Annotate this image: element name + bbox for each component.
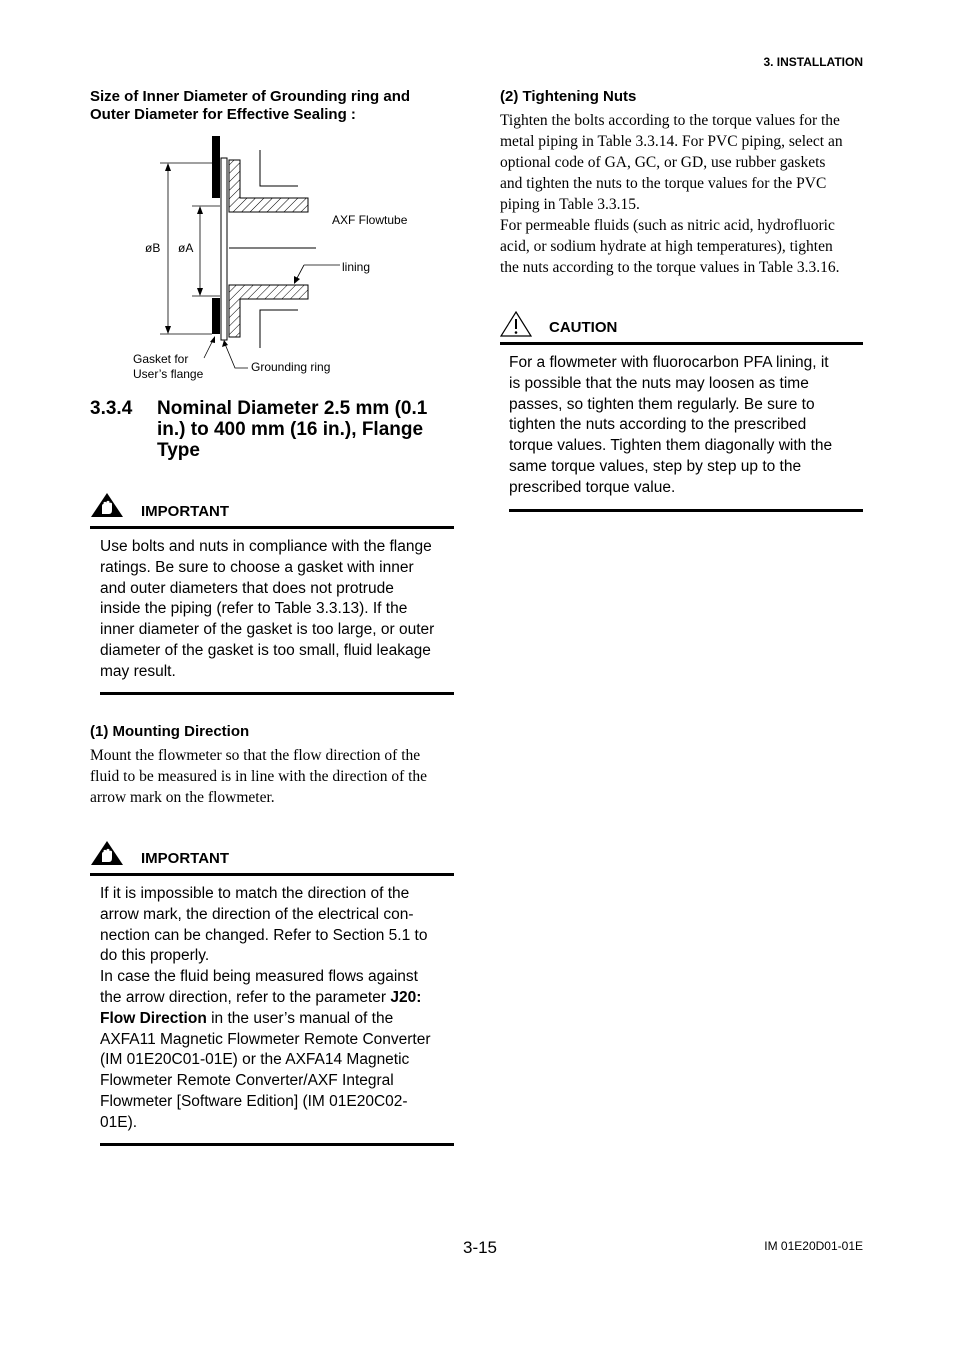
- dim-b-arrow-down: [165, 326, 171, 334]
- caution-top-rule: [500, 342, 863, 345]
- chapter-header: 3. INSTALLATION: [763, 55, 863, 69]
- important-bottom-rule: [100, 1143, 454, 1146]
- caution-line: same torque values, step by step up to the: [509, 457, 802, 475]
- important-line: diameter of the gasket is too small, fluid leakage: [100, 641, 431, 659]
- important-line: 01E).: [100, 1113, 138, 1131]
- parameter-name: J20:: [390, 988, 422, 1006]
- dim-b-arrow-up: [165, 163, 171, 171]
- section-title-line: in.) to 400 mm (16 in.), Flange: [157, 419, 424, 440]
- caution-bottom-rule: [509, 509, 863, 512]
- diagram-title: [90, 88, 470, 124]
- important-line: inner diameter of the gasket is too large, or outer: [100, 621, 435, 639]
- mounting-line: Mount the flowmeter so that the flow direction of the: [90, 747, 421, 764]
- caution-line: passes, so tighten them regularly. Be sure to: [509, 395, 815, 413]
- important-text: in the user’s manual of the: [206, 1009, 394, 1027]
- important-line: [100, 988, 460, 1009]
- important-line: (IM 01E20C01-01E) or the AXFA14 Magnetic: [100, 1051, 410, 1069]
- diagram-title-line: Size of Inner Diameter of Grounding ring and: [90, 88, 411, 105]
- lining-arrow: [294, 276, 300, 284]
- gasket-leader: [204, 340, 213, 358]
- important-bottom-rule: [100, 692, 454, 695]
- flowtube-label: AXF Flowtube: [332, 213, 408, 227]
- tightening-line: piping in Table 3.3.15.: [500, 196, 640, 213]
- mounting-paragraph: [90, 745, 460, 808]
- gasket-top: [212, 136, 220, 198]
- tightening-line: and tighten the nuts to the torque values for the PVC: [500, 175, 827, 192]
- diagram-title-line: Outer Diameter for Effective Sealing :: [90, 106, 356, 123]
- caution-line: torque values. Tighten them diagonally with the: [509, 437, 833, 455]
- section-title-line: Nominal Diameter 2.5 mm (0.1: [157, 398, 428, 419]
- gasket-label-line2: User’s flange: [133, 367, 204, 381]
- important-line: If it is impossible to match the direction of the: [100, 885, 410, 902]
- important-line: ratings. Be sure to choose a gasket with inner: [100, 558, 414, 576]
- important-line: Flowmeter Remote Converter/AXF Integral: [100, 1072, 394, 1090]
- important-body: [100, 884, 460, 1134]
- important-top-rule: [90, 526, 454, 529]
- section-number: 3.3.4: [90, 398, 133, 419]
- important-heading: IMPORTANT: [141, 850, 230, 867]
- important-line: arrow mark, the direction of the electrical con-: [100, 905, 414, 923]
- important-line: AXFA11 Magnetic Flowmeter Remote Converter: [100, 1030, 431, 1048]
- gasket-arrow: [210, 336, 215, 343]
- grounding-ring-diagram: [128, 130, 448, 385]
- caution-icon: [500, 311, 532, 342]
- grounding-leader: [225, 344, 248, 368]
- parameter-name: Flow Direction: [100, 1009, 207, 1027]
- mounting-heading: (1) Mounting Direction: [90, 723, 250, 740]
- important-line: Flowmeter [Software Edition] (IM 01E20C02-: [100, 1092, 408, 1110]
- dim-a-arrow-down: [197, 288, 203, 296]
- tightening-line: Tighten the bolts according to the torque values for the: [500, 112, 840, 129]
- caution-heading: CAUTION: [549, 319, 618, 336]
- flowtube-outline-bottom: [260, 310, 298, 348]
- gasket-bottom: [212, 298, 220, 334]
- important-line: do this properly.: [100, 947, 210, 965]
- caution-line: For a flowmeter with fluorocarbon PFA lining, it: [509, 354, 829, 371]
- grounding-ring: [221, 158, 227, 340]
- lining-label: lining: [342, 260, 371, 274]
- dim-a-arrow-up: [197, 206, 203, 214]
- caution-line: is possible that the nuts may loosen as time: [509, 374, 809, 392]
- flowtube-outline-top: [260, 150, 298, 186]
- grounding-label: Grounding ring: [251, 360, 331, 374]
- diameter-a-label: øA: [178, 241, 194, 255]
- flowtube-flange-bottom: [229, 285, 308, 337]
- important-line: and outer diameters that does not protrude: [100, 579, 394, 597]
- important-top-rule: [90, 873, 454, 876]
- important-icon: [90, 492, 124, 523]
- important-line: Use bolts and nuts in compliance with the flange: [100, 538, 432, 555]
- tightening-line: metal piping in Table 3.3.14. For PVC piping, select an: [500, 133, 843, 150]
- caution-line: tighten the nuts according to the prescribed: [509, 416, 807, 434]
- section-title-line: Type: [157, 440, 200, 461]
- important-icon: [90, 840, 124, 871]
- tightening-line: For permeable fluids (such as nitric acid, hydrofluoric: [500, 217, 835, 234]
- important-text: the arrow direction, refer to the parameter: [100, 988, 391, 1006]
- important-body: [100, 537, 460, 683]
- important-line: may result.: [100, 662, 176, 680]
- grounding-arrow: [222, 340, 228, 347]
- diameter-b-label: øB: [145, 241, 161, 255]
- important-line: nection can be changed. Refer to Section 5.1 to: [100, 926, 428, 944]
- tightening-paragraph: [500, 110, 870, 278]
- important-line: [100, 1009, 460, 1030]
- tightening-line: acid, or sodium hydrate at high temperatures), tighten: [500, 238, 833, 255]
- tightening-line: the nuts according to the torque values in Table 3.3.16.: [500, 259, 840, 276]
- caution-body: [509, 353, 869, 499]
- important-line: inside the piping (refer to Table 3.3.13). If the: [100, 600, 408, 618]
- mounting-line: arrow mark on the flowmeter.: [90, 789, 275, 806]
- caution-line: prescribed torque value.: [509, 478, 676, 496]
- tightening-line: optional code of GA, GC, or GD, use rubber gaskets: [500, 154, 826, 171]
- document-id: IM 01E20D01-01E: [764, 1239, 863, 1253]
- section-title: [157, 398, 457, 461]
- mounting-line: fluid to be measured is in line with the direction of the: [90, 768, 428, 785]
- important-line: In case the fluid being measured flows against: [100, 968, 418, 986]
- page-number: 3-15: [462, 1238, 498, 1257]
- important-heading: IMPORTANT: [141, 503, 230, 520]
- tightening-heading: (2) Tightening Nuts: [500, 88, 637, 105]
- gasket-label-line1: Gasket for: [133, 352, 189, 366]
